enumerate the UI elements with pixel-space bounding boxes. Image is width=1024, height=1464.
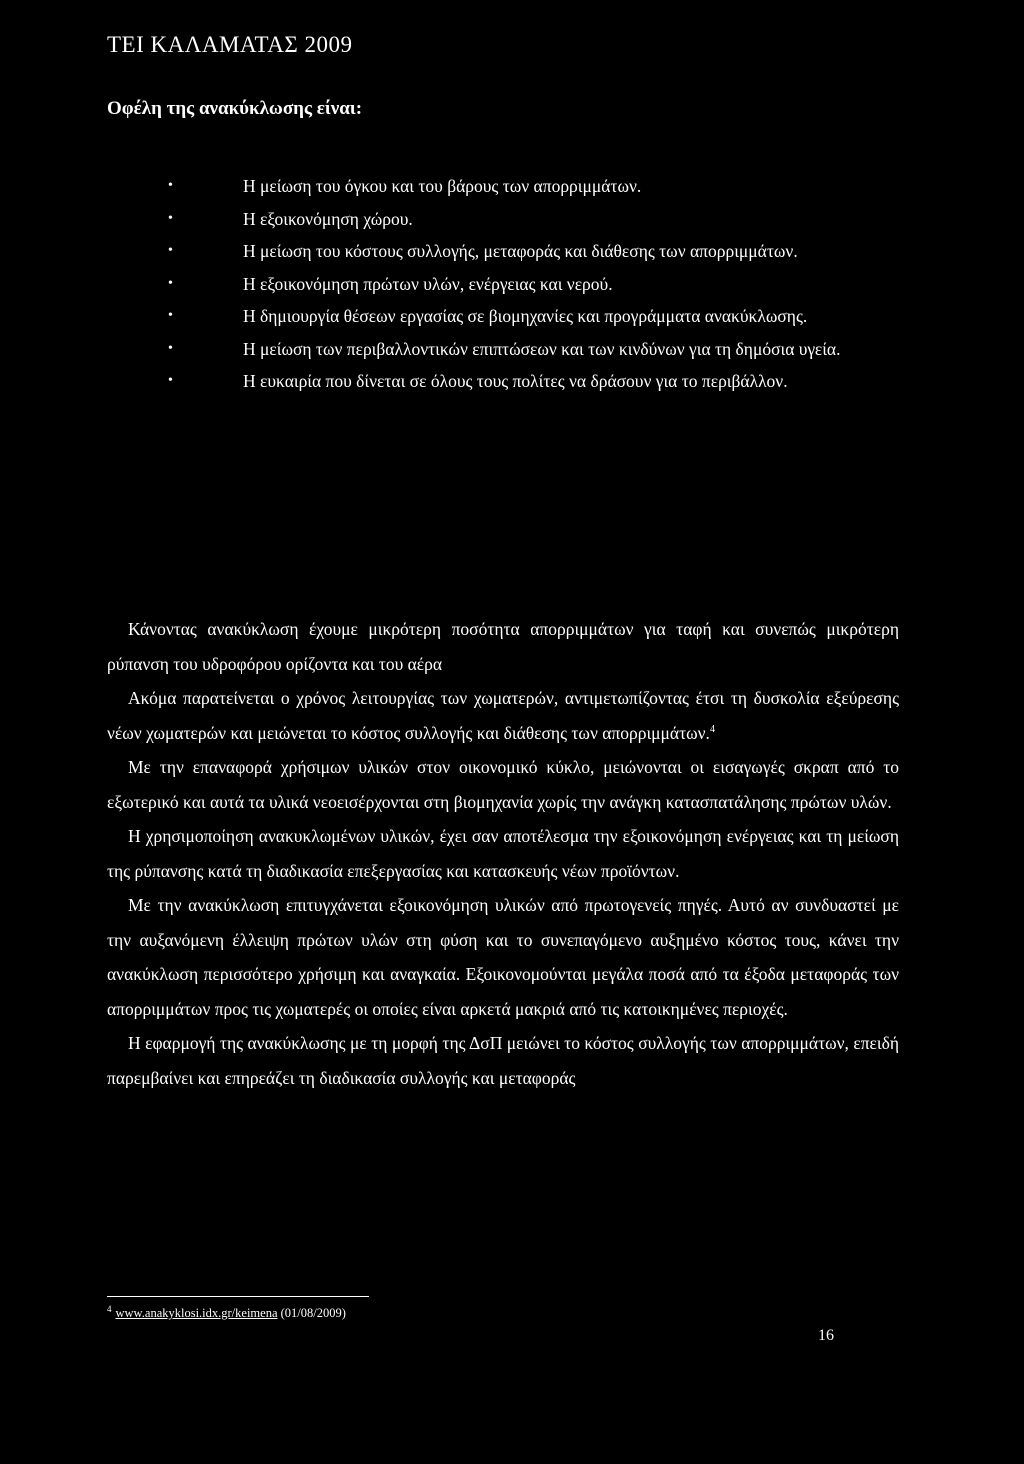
list-item: • Η δημιουργία θέσεων εργασίας σε βιομηχανίες και προγράμματα ανακύκλωσης. <box>168 300 899 333</box>
list-item: • Η μείωση του κόστους συλλογής, μεταφοράς και διάθεσης των απορριμμάτων. <box>168 235 899 268</box>
bullet-icon: • <box>168 243 173 258</box>
paragraph: Η εφαρμογή της ανακύκλωσης με τη μορφή της ΔσΠ μειώνει το κόστος συλλογής των απορριμμάτων, επειδή παρεμβαίνει και επηρεάζει τη διαδικασία συλλογής και μεταφοράς <box>107 1033 899 1088</box>
footnote-link[interactable]: www.anakyklosi.idx.gr/keimena <box>115 1306 278 1321</box>
list-item: • Η ευκαιρία που δίνεται σε όλους τους πολίτες να δράσουν για το περιβάλλον. <box>168 365 899 398</box>
page-number: 16 <box>818 1327 834 1344</box>
body-text <box>107 612 899 1095</box>
paragraph: Η χρησιμοποίηση ανακυκλωμένων υλικών, έχει σαν αποτέλεσμα την εξοικονόμηση ενέργειας και τη μείωση της ρύπανσης κατά τη διαδικασία επεξεργασίας και κατασκευής νέων προϊόντων. <box>107 826 899 881</box>
bullet-icon: • <box>168 373 173 388</box>
footnote <box>107 1304 346 1321</box>
list-item: • Η μείωση των περιβαλλοντικών επιπτώσεων και των κινδύνων για τη δημόσια υγεία. <box>168 333 899 366</box>
list-item: • Η εξοικονόμηση χώρου. <box>168 203 899 236</box>
footnote-reference[interactable]: 4 <box>709 723 715 735</box>
paragraph: Με την ανακύκλωση επιτυγχάνεται εξοικονόμηση υλικών από πρωτογενείς πηγές. Αυτό αν συνδυαστεί με την αυξανόμενη έλλειψη πρώτων υλών στη φύση και το συνεπαγόμενο αυξημένο κόστος τους, κάνει την ανακύκλωση περισσότερο χρήσιμη και αναγκαία. Εξοικονομούνται μεγάλα ποσά από τα έξοδα μεταφοράς των απορριμμάτων προς τις χωματερές οι οποίες είναι αρκετά μακριά από τις κατοικημένες περιοχές. <box>107 895 899 1019</box>
bullet-icon: • <box>168 210 173 226</box>
list-item: • Η εξοικονόμηση πρώτων υλών, ενέργειας και νερού. <box>168 268 899 301</box>
footnote-divider <box>107 1296 369 1297</box>
footnote-date: (01/08/2009) <box>280 1306 346 1321</box>
list-item: • Η μείωση του όγκου και του βάρους των απορριμμάτων. <box>168 170 899 203</box>
section-heading: Οφέλη της ανακύκλωσης είναι: <box>107 98 363 119</box>
bullet-icon: • <box>168 340 173 356</box>
benefits-list <box>168 170 899 398</box>
bullet-icon: • <box>168 275 173 291</box>
bullet-icon: • <box>168 178 173 193</box>
paragraph: Κάνοντας ανακύκλωση έχουμε μικρότερη ποσότητα απορριμμάτων για ταφή και συνεπώς μικρότερη ρύπανση του υδροφόρου ορίζοντα και του αέρα <box>107 619 899 674</box>
footnote-mark: 4 <box>107 1304 112 1314</box>
paragraph: Ακόμα παρατείνεται ο χρόνος λειτουργίας των χωματερών, αντιμετωπίζοντας έτσι τη δυσκολία εξεύρεσης νέων χωματερών και μειώνεται το κόστος συλλογής και διάθεσης των απορριμμάτων.$^4$ <box>107 688 899 743</box>
paragraph: Με την επαναφορά χρήσιμων υλικών στον οικονομικό κύκλο, μειώνονται οι εισαγωγές σκραπ από το εξωτερικό και αυτά τα υλικά νεοεισέρχονται στη βιομηχανία χωρίς την ανάγκη κατασπατάλησης πρώτων υλών. <box>107 757 899 812</box>
bullet-icon: • <box>168 308 173 323</box>
page-header: ΤΕΙ ΚΑΛΑΜΑΤΑΣ 2009 <box>107 32 353 57</box>
